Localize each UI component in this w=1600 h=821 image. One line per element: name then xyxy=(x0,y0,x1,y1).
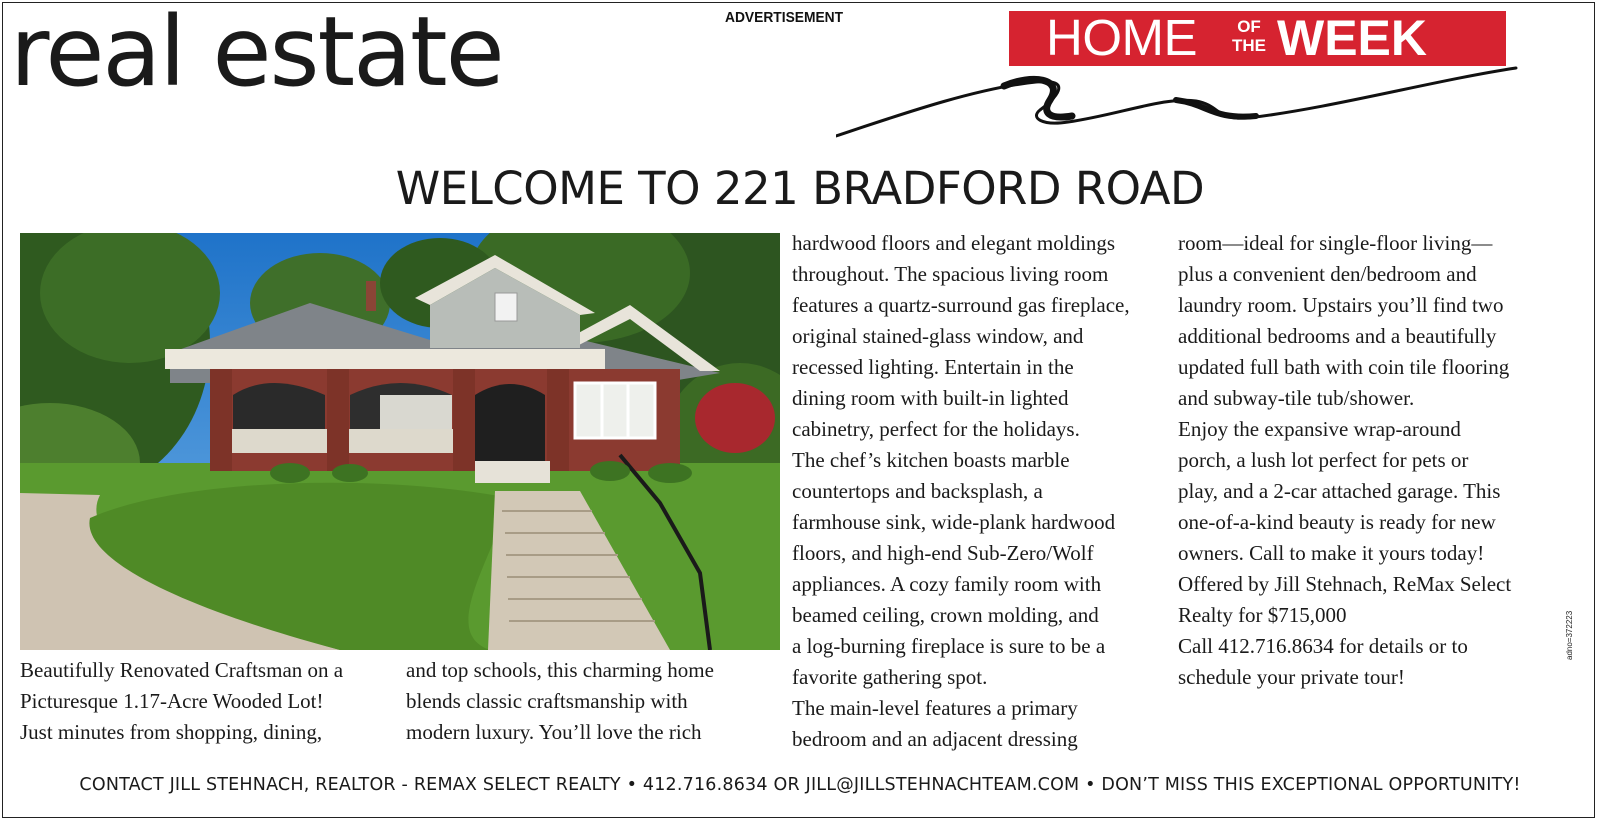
logo-of-text: OF xyxy=(1237,17,1261,36)
section-title: real estate xyxy=(10,0,503,108)
ad-number-code: adno=372223 xyxy=(1565,610,1574,660)
logo-the-text: THE xyxy=(1232,36,1266,55)
body-column-1: Beautifully Renovated Craftsman on a Picturesque 1.17-Acre Wooded Lot! Just minutes from shopping, dining, xyxy=(20,658,344,744)
home-of-the-week-logo xyxy=(836,8,1526,140)
listing-headline: WELCOME TO 221 BRADFORD ROAD xyxy=(395,162,1205,215)
logo-home-text: HOME xyxy=(1046,9,1197,66)
body-column-2: and top schools, this charming home blends classic craftsmanship with modern luxury. You’ll love the rich xyxy=(406,658,714,744)
body-column-4: room—ideal for single-floor living— plus a convenient den/bedroom and laundry room. Upstairs you’ll find two additional bedrooms and a beautifully updated full bath with coin tile flooring and subway-tile tub/shower. Enjoy the expansive wrap-around porch, a lush lot perfect for pets or play, and a 2-car attached garage. This one-of-a-kind beauty is ready for new owners. Call to make it yours today! Offered by Jill Stehnach, ReMax Select Realty for $715,000 Call 412.716.8634 for details or to schedule your private tour! xyxy=(1178,231,1512,689)
logo-of-the-text xyxy=(1227,17,1271,55)
advertisement-label: ADVERTISEMENT xyxy=(725,9,844,26)
logo-red-banner xyxy=(1009,11,1506,66)
contact-footer: CONTACT JILL STEHNACH, REALTOR - REMAX SELECT REALTY • 412.716.8634 OR JILL@JILLSTEHNACHTEAM.COM • DON’T MISS THIS EXCEPTIONAL OPPORTUNITY! xyxy=(79,775,1521,795)
logo-week-text: WEEK xyxy=(1277,10,1427,66)
house-photo xyxy=(20,233,780,650)
body-column-3: hardwood floors and elegant moldings throughout. The spacious living room features a quartz-surround gas fireplace, original stained-glass window, and recessed lighting. Entertain in the dining room with built-in lighted cabinetry, perfect for the holidays. The chef’s kitchen boasts marble countertops and backsplash, a farmhouse sink, wide-plank hardwood floors, and high-end Sub-Zero/Wolf appliances. A cozy family room with beamed ceiling, crown molding, and a log-burning fireplace is sure to be a favorite gathering spot. The main-level features a primary bedroom and an adjacent dressing xyxy=(792,231,1130,751)
